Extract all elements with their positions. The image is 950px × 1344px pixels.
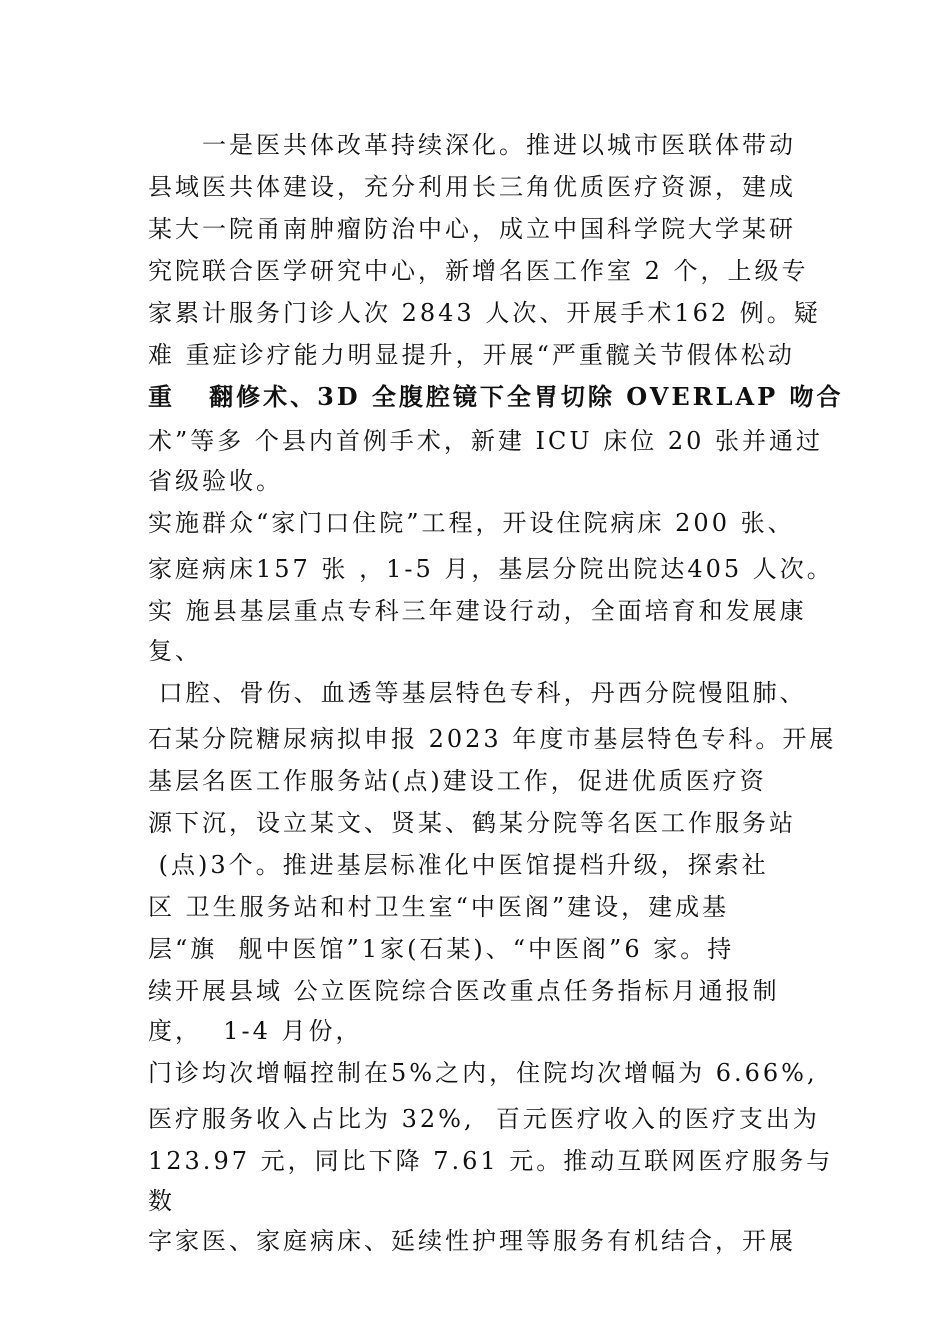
text-line: 术”等多 个县内首例手术，新建 ICU 床位 20 张并通过	[148, 427, 824, 455]
text-line: 难 重症诊疗能力明显提升，开展“严重髋关节假体松动	[148, 341, 795, 369]
text-line: 重 翻修术、3D 全腹腔镜下全胃切除 OVERLAP 吻合	[148, 382, 844, 411]
text-line: 某大一院甬南肿瘤防治中心，成立中国科学院大学某研	[148, 215, 796, 243]
text-line: 口腔、骨伤、血透等基层特色专科，丹西分院慢阻肺、	[148, 679, 807, 707]
text-line: 续开展县域 公立医院综合医改重点任务指标月通报制	[148, 977, 780, 1005]
text-line: 门诊均次增幅控制在5%之内，住院均次增幅为 6.66%,	[148, 1059, 818, 1087]
text-line: 度， 1-4 月份，	[148, 1017, 363, 1045]
text-line: 究院联合医学研究中心，新增名医工作室 2 个，上级专	[148, 257, 809, 285]
text-line: 区 卫生服务站和村卫生室“中医阁”建设，建成基	[148, 893, 730, 921]
text-line: 省级验收。	[148, 467, 283, 495]
text-line: 县域医共体建设，充分利用长三角优质医疗资源，建成	[148, 173, 796, 201]
text-line: 一是医共体改革持续深化。推进以城市医联体带动	[202, 131, 796, 159]
text-line: 石某分院糖尿病拟申报 2023 年度市基层特色专科。开展	[148, 725, 837, 753]
text-line: 层“旗 舰中医馆”1家(石某)、“中医阁”6 家。持	[148, 935, 735, 963]
text-line: 字家医、家庭病床、延续性护理等服务有机结合，开展	[148, 1227, 796, 1255]
text-line: 数	[148, 1187, 175, 1215]
text-line: 实施群众“家门口住院”工程，开设住院病床 200 张、	[148, 509, 795, 537]
text-line: 源下沉，设立某文、贤某、鹤某分院等名医工作服务站	[148, 809, 796, 837]
text-line: 医疗服务收入占比为 32%, 百元医疗收入的医疗支出为	[148, 1105, 820, 1133]
text-line: (点)3个。推进基层标准化中医馆提档升级，探索社	[148, 851, 769, 879]
text-line: 家累计服务门诊人次 2843 人次、开展手术162 例。疑	[148, 299, 821, 327]
text-line: 家庭病床157 张 ，1-5 月，基层分院出院达405 人次。	[148, 555, 834, 583]
text-line: 基层名医工作服务站(点)建设工作，促进优质医疗资	[148, 767, 767, 795]
text-line: 复、	[148, 637, 202, 665]
text-line: 实 施县基层重点专科三年建设行动，全面培育和发展康	[148, 597, 807, 625]
text-line: 123.97 元，同比下降 7.61 元。推动互联网医疗服务与	[148, 1147, 834, 1175]
